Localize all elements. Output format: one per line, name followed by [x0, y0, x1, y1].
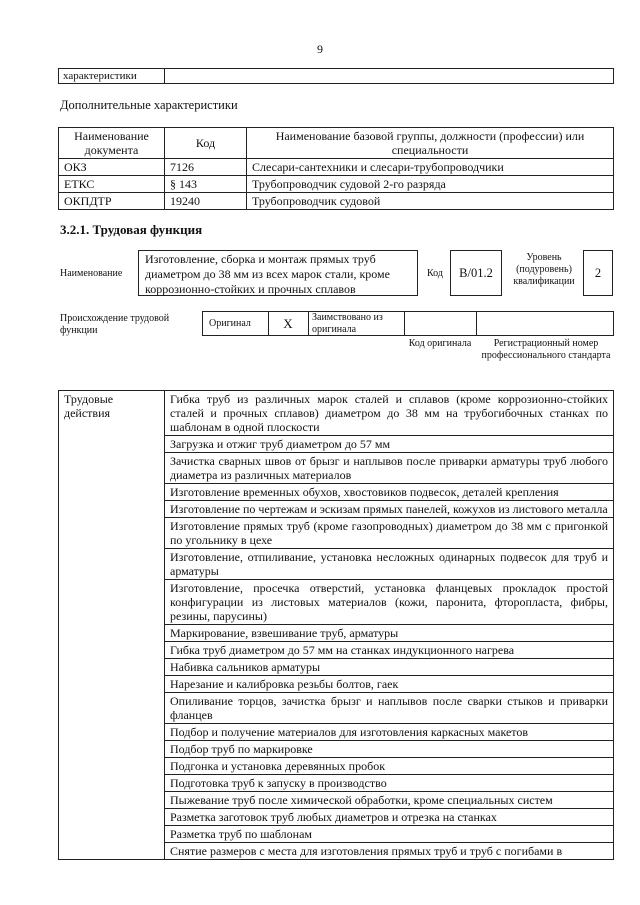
action-item: Пыжевание труб после химической обработки, кроме специальных систем: [165, 792, 614, 809]
function-name: Изготовление, сборка и монтаж прямых труб диаметром до 38 мм из всех марок стали, кроме коррозионно-стойких и прочных сплавов: [138, 250, 418, 296]
characteristics-value: [165, 69, 614, 84]
action-item: Изготовление, просечка отверстий, установка фланцевых прокладок простой конфигурации из листовых материалов (кожи, паронита, фторопласта, фибры, резины, парусины): [165, 580, 614, 625]
row-code: 19240: [165, 193, 247, 210]
origin-label: Происхождение трудовой функции: [60, 313, 170, 336]
action-item: Изготовление по чертежам и эскизам прямых панелей, кожухов из листового металла: [165, 501, 614, 518]
action-item: Загрузка и отжиг труб диаметром до 57 мм: [165, 436, 614, 453]
table-row: [59, 391, 614, 436]
labor-actions-table: [58, 390, 614, 860]
original-label: Оригинал: [209, 318, 251, 329]
code-label: Код: [427, 268, 443, 279]
additional-table: [58, 127, 614, 210]
section-title: 3.2.1. Трудовая функция: [60, 222, 203, 237]
action-item: Снятие размеров с места для изготовления прямых труб и труб с погибами в: [165, 843, 614, 860]
action-item: Гибка труб из различных марок сталей и сплавов (кроме коррозионно-стойких сталей и прочных сплавов) диаметром до 38 мм на трубогибочных станках по шаблонам в одной плоскости: [165, 391, 614, 436]
action-item: Нарезание и калибровка резьбы болтов, гаек: [165, 676, 614, 693]
name-label: Наименование: [60, 268, 123, 279]
qualification-level: 2: [583, 250, 613, 296]
action-item: Подбор труб по маркировке: [165, 741, 614, 758]
additional-title: Дополнительные характеристики: [60, 98, 238, 112]
page-number: 9: [317, 42, 323, 56]
table-row: [59, 159, 614, 176]
actions-label: Трудовые действия: [59, 391, 165, 860]
action-item: Маркирование, взвешивание труб, арматуры: [165, 625, 614, 642]
action-item: Изготовление, отпиливание, установка несложных одинарных подвесок для труб и арматуры: [165, 549, 614, 580]
row-name: Слесари-сантехники и слесари-трубопроводчики: [247, 159, 614, 176]
original-mark: X: [283, 316, 293, 331]
row-doc: ОКПДТР: [59, 193, 165, 210]
row-code: 7126: [165, 159, 247, 176]
additional-header-row: [59, 128, 614, 159]
characteristics-label: характеристики: [59, 69, 165, 84]
action-item: Изготовление временных обухов, хвостовиков подвесок, деталей крепления: [165, 484, 614, 501]
row-code: § 143: [165, 176, 247, 193]
action-item: Изготовление прямых труб (кроме газопроводных) диаметром до 38 мм с пригонкой по угольнику в цехе: [165, 518, 614, 549]
table-row: [59, 193, 614, 210]
action-item: Гибка труб диаметром до 57 мм на станках индукционного нагрева: [165, 642, 614, 659]
code-original-label: Код оригинала: [408, 338, 472, 349]
header-code: Код: [165, 128, 247, 159]
action-item: Подбор и получение материалов для изготовления каркасных макетов: [165, 724, 614, 741]
header-name: Наименование базовой группы, должности (профессии) или специальности: [247, 128, 614, 159]
action-item: Подгонка и установка деревянных пробок: [165, 758, 614, 775]
level-label: Уровень (подуровень) квалификации: [513, 252, 575, 287]
function-code: В/01.2: [450, 250, 502, 296]
action-item: Подготовка труб к запуску в производство: [165, 775, 614, 792]
action-item: Набивка сальников арматуры: [165, 659, 614, 676]
characteristics-row: [58, 68, 614, 84]
borrowed-label: Заимствовано из оригинала: [312, 312, 383, 335]
action-item: Разметка заготовок труб любых диаметров и отрезка на станках: [165, 809, 614, 826]
row-doc: ОКЗ: [59, 159, 165, 176]
header-doc: Наименование документа: [59, 128, 165, 159]
row-name: Трубопроводчик судовой 2-го разряда: [247, 176, 614, 193]
registration-label: Регистрационный номер профессионального стандарта: [481, 338, 611, 361]
row-doc: ЕТКС: [59, 176, 165, 193]
table-row: [59, 176, 614, 193]
action-item: Опиливание торцов, зачистка брызг и наплывов после сварки стыков и приварки фланцев: [165, 693, 614, 724]
row-name: Трубопроводчик судовой: [247, 193, 614, 210]
origin-row: [202, 311, 614, 336]
action-item: Зачистка сварных швов от брызг и наплывов после приварки арматуры труб любого диаметра из различных материалов: [165, 453, 614, 484]
action-item: Разметка труб по шаблонам: [165, 826, 614, 843]
